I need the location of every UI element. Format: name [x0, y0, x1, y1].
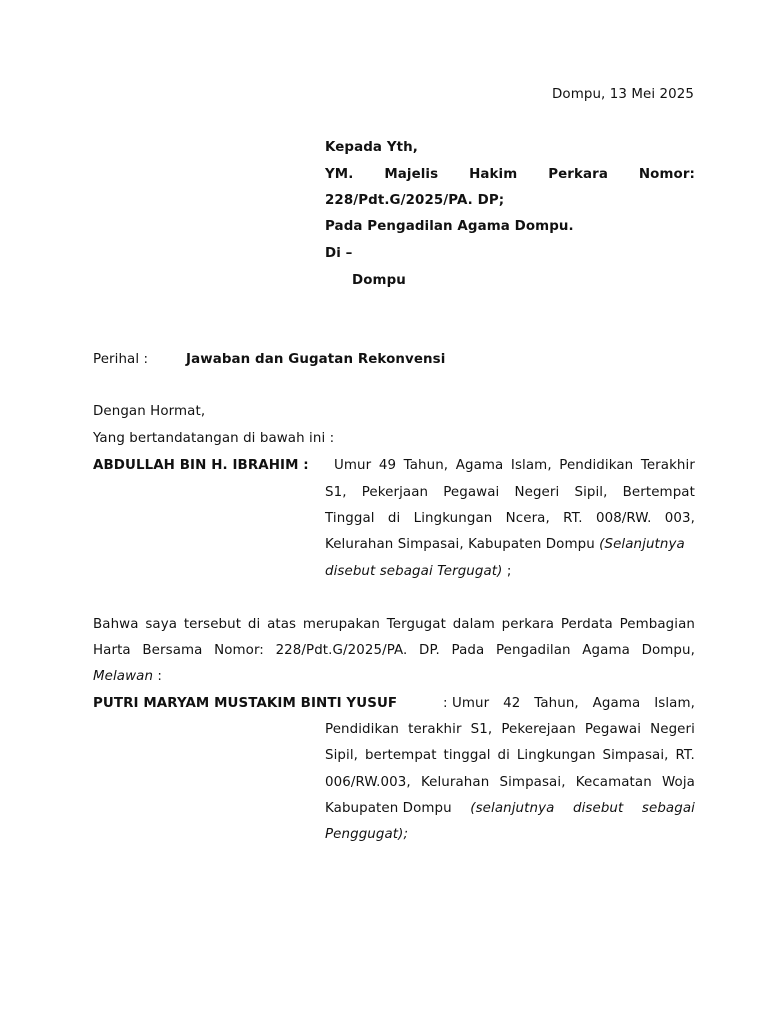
word: RT.: [563, 511, 583, 526]
word: Dompu,: [641, 643, 695, 658]
word: Bersama: [142, 643, 203, 658]
word: Nomor:: [214, 643, 264, 658]
word: Simpasai,: [602, 748, 669, 763]
defendant-name: ABDULLAH BIN H. IBRAHIM :: [93, 458, 309, 473]
plaintiff-line-1: [443, 696, 695, 711]
word: DP.: [419, 643, 440, 658]
versus-colon: :: [153, 669, 163, 684]
word: Nomor:: [638, 167, 695, 182]
word: di: [387, 511, 401, 526]
word: Sipil,: [325, 748, 359, 763]
recipient-court: Pada Pengadilan Agama Dompu.: [325, 219, 574, 234]
statement-line-1: [93, 617, 695, 632]
defendant-alias: disebut sebagai Tergugat): [325, 564, 503, 579]
statement-line-3: [93, 669, 162, 684]
word: Sipil,: [574, 485, 608, 500]
versus-word: Melawan: [93, 669, 154, 684]
word: Tahun,: [534, 696, 579, 711]
statement-line-2: [93, 643, 695, 658]
letter-date: Dompu, 13 Mei 2025: [552, 87, 694, 102]
recipient-case-number: 228/Pdt.G/2025/PA. DP;: [325, 193, 505, 208]
word: Islam,: [510, 458, 552, 473]
plaintiff-name: PUTRI MARYAM MUSTAKIM BINTI YUSUF: [93, 696, 398, 711]
recipient-salutation: Kepada Yth,: [325, 140, 418, 155]
word: RT.: [675, 748, 695, 763]
defendant-line-end: ;: [502, 564, 512, 579]
word: Majelis: [384, 167, 439, 182]
word: Kelurahan: [420, 775, 490, 790]
recipient-city: Dompu: [352, 273, 406, 288]
defendant-line-3: [325, 511, 695, 526]
word: terakhir: [408, 722, 462, 737]
subject-value: Jawaban dan Gugatan Rekonvensi: [186, 352, 446, 367]
word: 008/RW.: [595, 511, 652, 526]
word: Umur: [334, 458, 372, 473]
word: Agama: [582, 643, 630, 658]
word: Ncera,: [505, 511, 550, 526]
word: di: [497, 748, 510, 763]
word: sebagai: [641, 801, 695, 816]
word: 49: [378, 458, 397, 473]
word: Lingkungan: [413, 511, 493, 526]
word: Pegawai: [584, 722, 642, 737]
word: Pendidikan: [559, 458, 634, 473]
word: Pembagian: [619, 617, 695, 632]
word: merupakan: [302, 617, 380, 632]
word: perkara: [501, 617, 555, 632]
word: Islam,: [654, 696, 695, 711]
word: di: [247, 617, 261, 632]
defendant-line-5: [325, 564, 511, 579]
word: Pengadilan: [495, 643, 571, 658]
word: Terakhir: [640, 458, 695, 473]
word: Hakim: [469, 167, 518, 182]
word: Tergugat: [386, 617, 446, 632]
plaintiff-line-2: [325, 722, 695, 737]
word: atas: [267, 617, 297, 632]
word: Negeri: [514, 485, 560, 500]
defendant-line-4: [325, 537, 685, 552]
defendant-alias-start: (Selanjutnya: [599, 537, 685, 552]
plaintiff-regency: Kabupaten Dompu: [325, 801, 452, 816]
plaintiff-line-5: [325, 801, 695, 816]
subject-label: Perihal :: [93, 352, 149, 367]
word: Pekerejaan: [501, 722, 576, 737]
word: saya: [145, 617, 178, 632]
word: disebut: [572, 801, 624, 816]
word: Pekerjaan: [361, 485, 429, 500]
word: tinggal: [443, 748, 491, 763]
word: YM.: [325, 167, 354, 182]
word: Lingkungan: [516, 748, 596, 763]
word: (selanjutnya: [470, 801, 555, 816]
word: Agama: [455, 458, 504, 473]
word: bertempat: [364, 748, 437, 763]
word: Pegawai: [443, 485, 500, 500]
greeting: Dengan Hormat,: [93, 404, 206, 419]
word: Woja: [662, 775, 695, 790]
word: Perkara: [548, 167, 608, 182]
word: 006/RW.003,: [325, 775, 411, 790]
word: tersebut: [183, 617, 242, 632]
word: S1,: [470, 722, 493, 737]
word: 228/Pdt.G/2025/PA.: [275, 643, 408, 658]
word: Harta: [93, 643, 131, 658]
plaintiff-line-4: [325, 775, 695, 790]
word: Negeri: [650, 722, 695, 737]
intro-text: Yang bertandatangan di bawah ini :: [93, 431, 335, 446]
word: Kecamatan: [575, 775, 652, 790]
word: Bahwa: [93, 617, 139, 632]
word: S1,: [325, 485, 347, 500]
word: Tinggal: [325, 511, 375, 526]
word: Simpasai,: [499, 775, 566, 790]
word: Tahun,: [403, 458, 449, 473]
word: dalam: [452, 617, 495, 632]
word: Bertempat: [622, 485, 695, 500]
word: Perdata: [560, 617, 613, 632]
word: : Umur: [443, 696, 490, 711]
plaintiff-line-3: [325, 748, 695, 763]
plaintiff-alias: Penggugat);: [325, 827, 409, 842]
word: 42: [503, 696, 521, 711]
recipient-line-1: [325, 167, 695, 182]
word: Pada: [451, 643, 485, 658]
defendant-address-end: Kelurahan Simpasai, Kabupaten Dompu: [325, 537, 600, 552]
word: 003,: [664, 511, 695, 526]
recipient-di: Di –: [325, 246, 353, 261]
word: Agama: [592, 696, 641, 711]
defendant-line-1: [334, 458, 695, 473]
defendant-line-2: [325, 485, 695, 500]
word: Pendidikan: [325, 722, 399, 737]
